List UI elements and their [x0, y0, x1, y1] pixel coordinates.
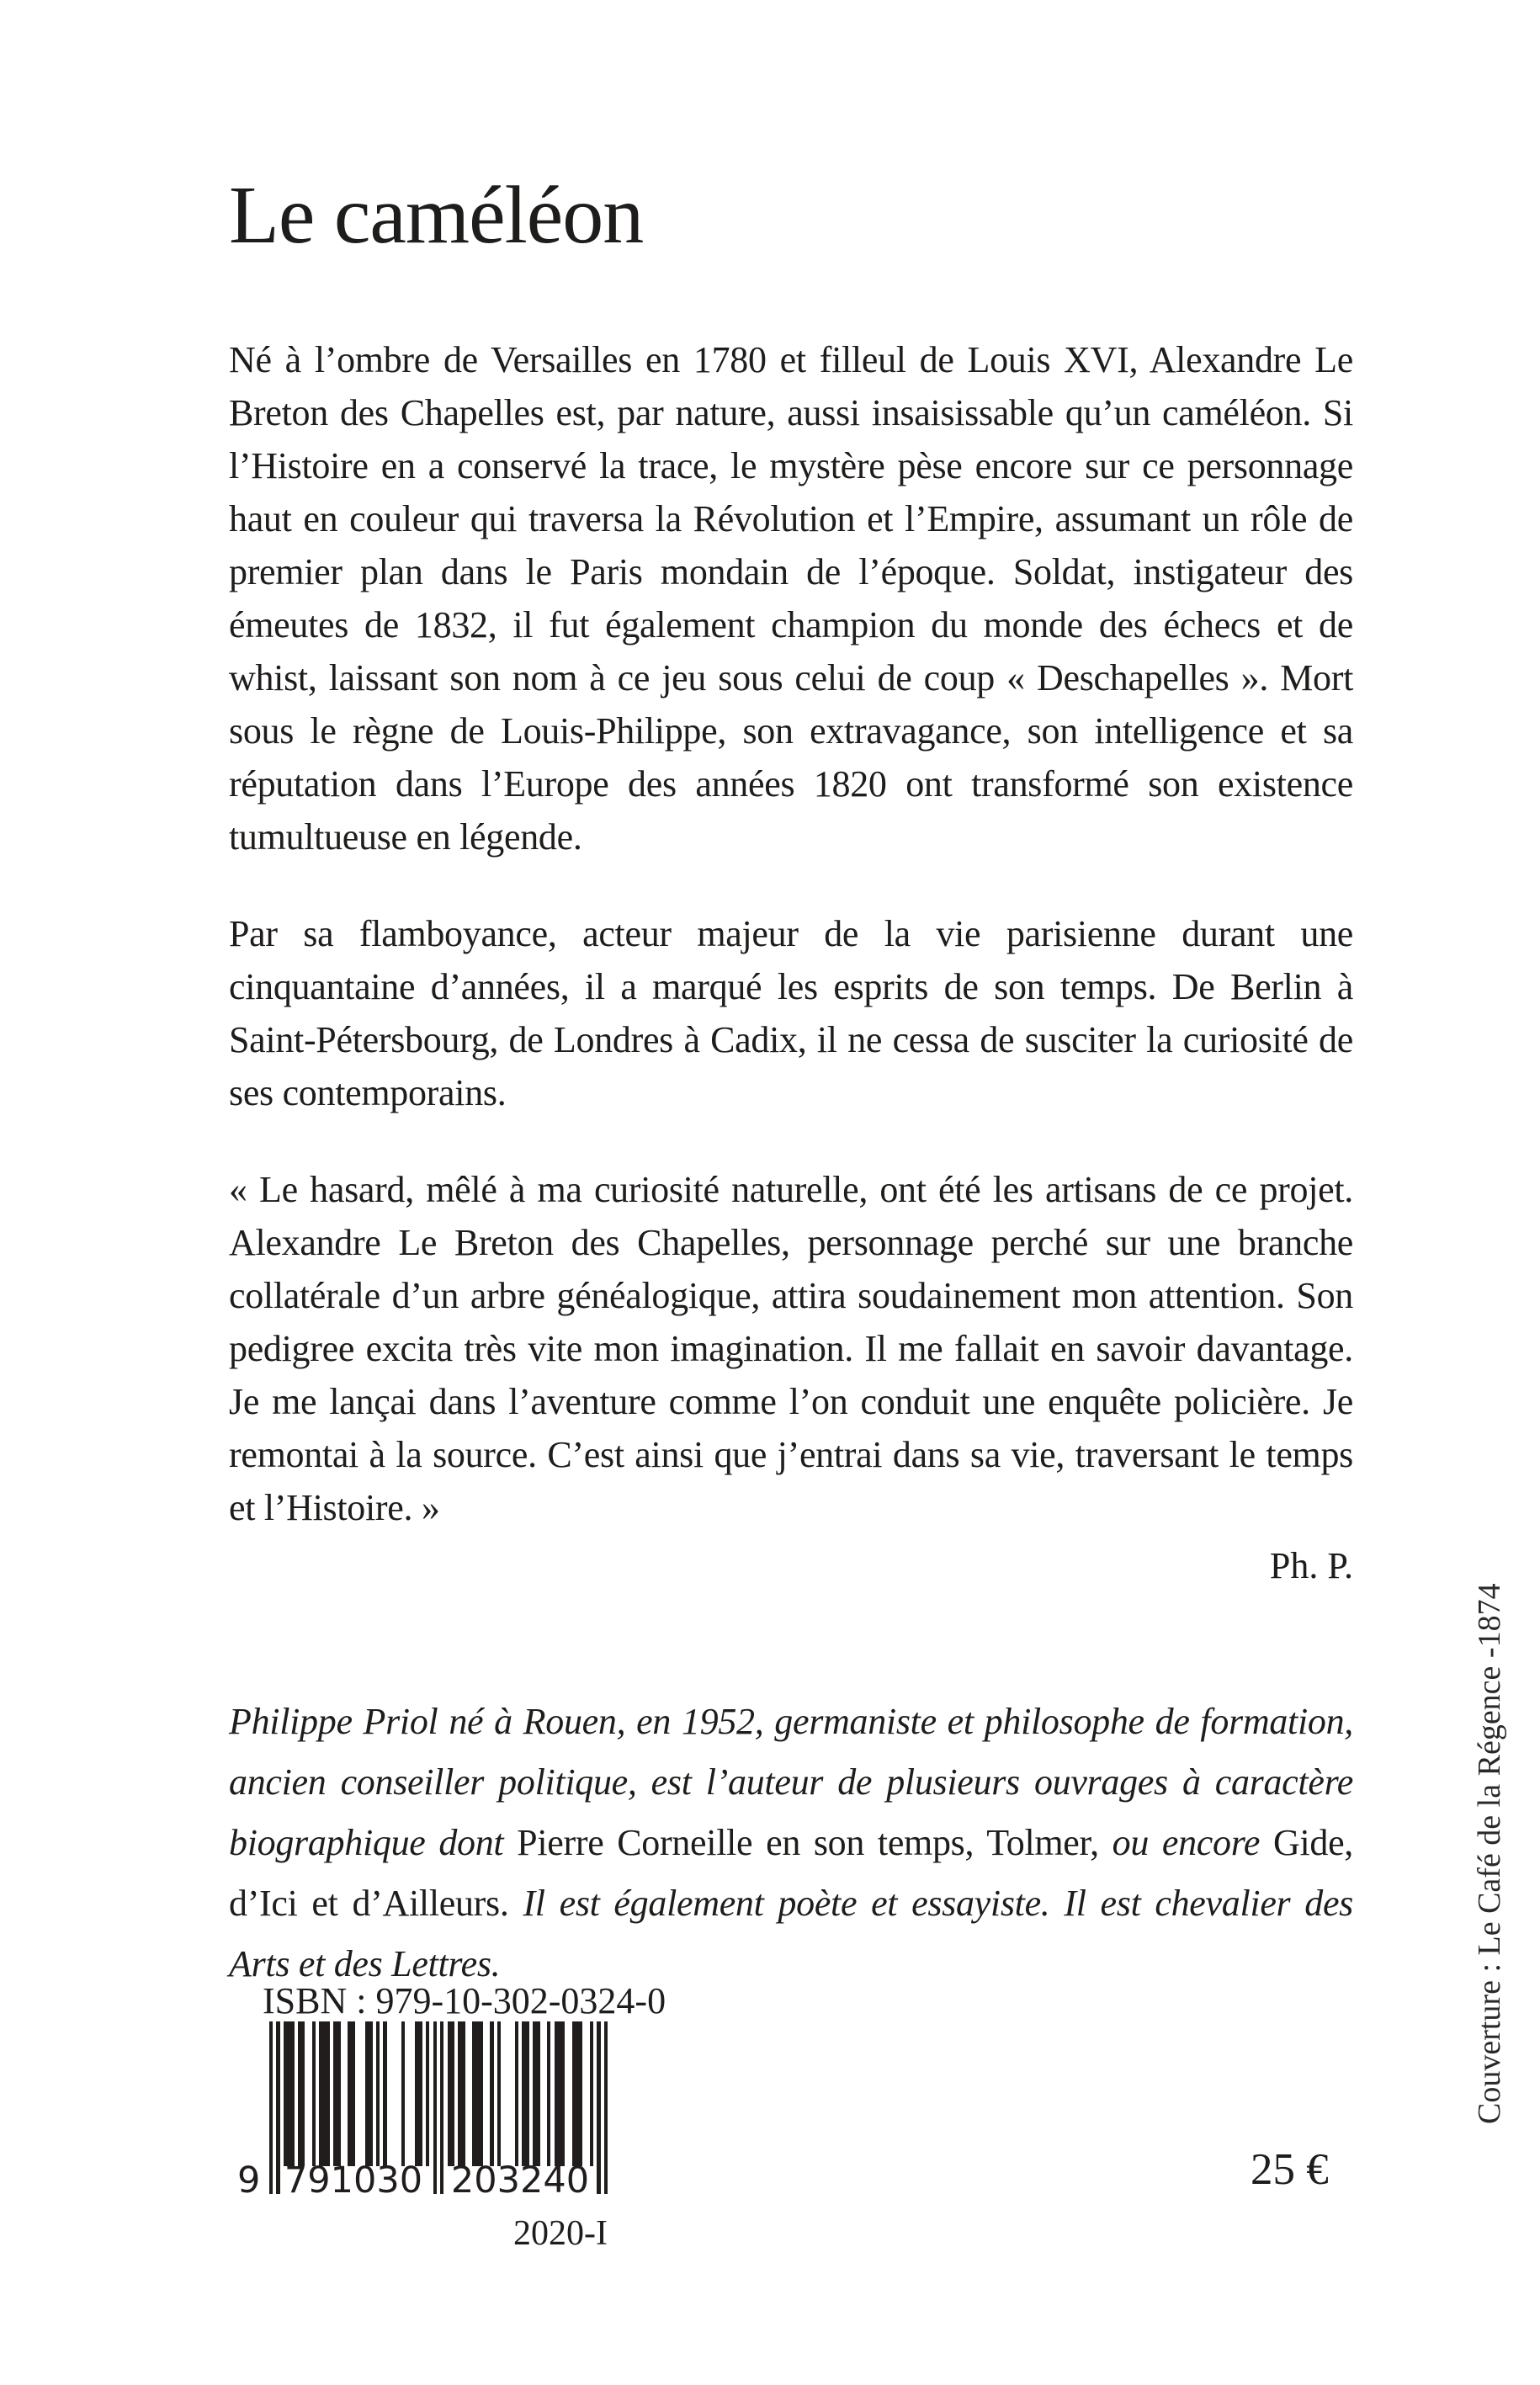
- edition-code: 2020-I: [513, 2214, 608, 2253]
- barcode-bar: [597, 2021, 600, 2194]
- back-cover-text-column: [229, 170, 1353, 1995]
- bio-book-title: Gide, d’Ici et d’Ailleurs.: [229, 1821, 1353, 1924]
- synopsis-paragraph-1: Né à l’ombre de Versailles en 1780 et filleul de Louis XVI, Alexandre Le Breton des Chapelles est, par nature, aussi insaisissable qu’un caméléon. Si l’Histoire en a conservé la trace, le mystère pèse encore sur ce personnage haut en couleur qui traversa la Révolution et l’Empire, assumant un rôle de premier plan dans le Paris mondain de l’époque. Soldat, instigateur des émeutes de 1832, il fut également champion du monde des échecs et de whist, laissant son nom à ce jeu sous celui de coup « Deschapelles ». Mort sous le règne de Louis-Philippe, son extravagance, son intelligence et sa réputation dans l’Europe des années 1820 ont transformé son existence tumultueuse en légende.: [229, 338, 1353, 858]
- ean13-barcode: [237, 2021, 608, 2202]
- bio-book-title: Pierre Corneille en son temps,: [517, 1821, 987, 1863]
- barcode-bar: [376, 2021, 380, 2166]
- barcode-bar: [472, 2021, 483, 2166]
- barcode-bar: [547, 2021, 550, 2166]
- bio-book-title: Tolmer,: [986, 1821, 1113, 1863]
- barcode-bar: [497, 2021, 501, 2166]
- barcode-bar: [533, 2021, 539, 2166]
- barcode-digits-right: 203240: [450, 2159, 590, 2202]
- barcode-bar: [426, 2021, 429, 2166]
- barcode-bar: [590, 2021, 593, 2166]
- barcode-bar: [515, 2021, 518, 2166]
- barcode-bar: [604, 2021, 608, 2194]
- author-bio: [229, 1692, 1353, 1995]
- book-title: Le caméléon: [229, 170, 644, 261]
- barcode-bar: [522, 2021, 528, 2166]
- barcode-bar: [458, 2021, 465, 2166]
- barcode-bar: [319, 2021, 330, 2166]
- barcode-bar: [312, 2021, 316, 2166]
- barcode-bar: [365, 2021, 372, 2166]
- barcode-bar: [333, 2021, 340, 2166]
- barcode-bar: [298, 2021, 305, 2166]
- price-label: 25 €: [1251, 2145, 1329, 2194]
- cover-credit: Couverture : Le Café de la Régence -1874: [1472, 1583, 1507, 2124]
- author-initials: Ph. P.: [1269, 1544, 1353, 1586]
- barcode-bar: [276, 2021, 279, 2194]
- barcode-bar: [415, 2021, 422, 2166]
- barcode-bar: [284, 2021, 295, 2166]
- barcode-bar: [269, 2021, 273, 2194]
- barcode-digit-first: 9: [237, 2159, 261, 2202]
- barcode-bar: [448, 2021, 454, 2166]
- bio-segment: Philippe Priol né à Rouen, en 1952, germaniste et philosophe de formation, ancien conseiller politique, est l’auteur de plusieurs ouvrages à caractère biographique dont: [229, 1700, 1353, 1863]
- barcode-bar: [440, 2021, 443, 2194]
- author-quote: « Le hasard, mêlé à ma curiosité naturelle, ont été les artisans de ce projet. Alexandre Le Breton des Chapelles, personnage perché sur une branche collatérale d’un arbre généalogique, attira soudainement mon attention. Son pedigree excita très vite mon imagination. Il me fallait en savoir davantage. Je me lançai dans l’aventure comme l’on conduit une enquête policière. Je remontai à la source. C’est ainsi que j’entrai dans sa vie, traversant le temps et l’Histoire. »: [229, 1168, 1353, 1528]
- barcode-bar: [383, 2021, 386, 2166]
- isbn-label: ISBN : 979-10-302-0324-0: [263, 1980, 666, 2021]
- barcode-digits-left: 791030: [284, 2159, 423, 2202]
- bio-segment: Il est également poète et essayiste. Il est chevalier des Arts et des Lettres.: [229, 1882, 1353, 1984]
- barcode-bar: [433, 2021, 437, 2194]
- barcode-bar: [572, 2021, 583, 2166]
- barcode-bar: [348, 2021, 354, 2166]
- synopsis-paragraph-2: Par sa flamboyance, acteur majeur de la vie parisienne durant une cinquantaine d’années, il a marqué les esprits de son temps. De Berlin à Saint-Pétersbourg, de Londres à Cadix, il ne cessa de susciter la curiosité de ses contemporains.: [229, 912, 1353, 1113]
- barcode-bar: [490, 2021, 493, 2166]
- bio-segment: ou encore: [1112, 1821, 1273, 1863]
- barcode-bar: [401, 2021, 405, 2166]
- barcode-bar: [555, 2021, 566, 2166]
